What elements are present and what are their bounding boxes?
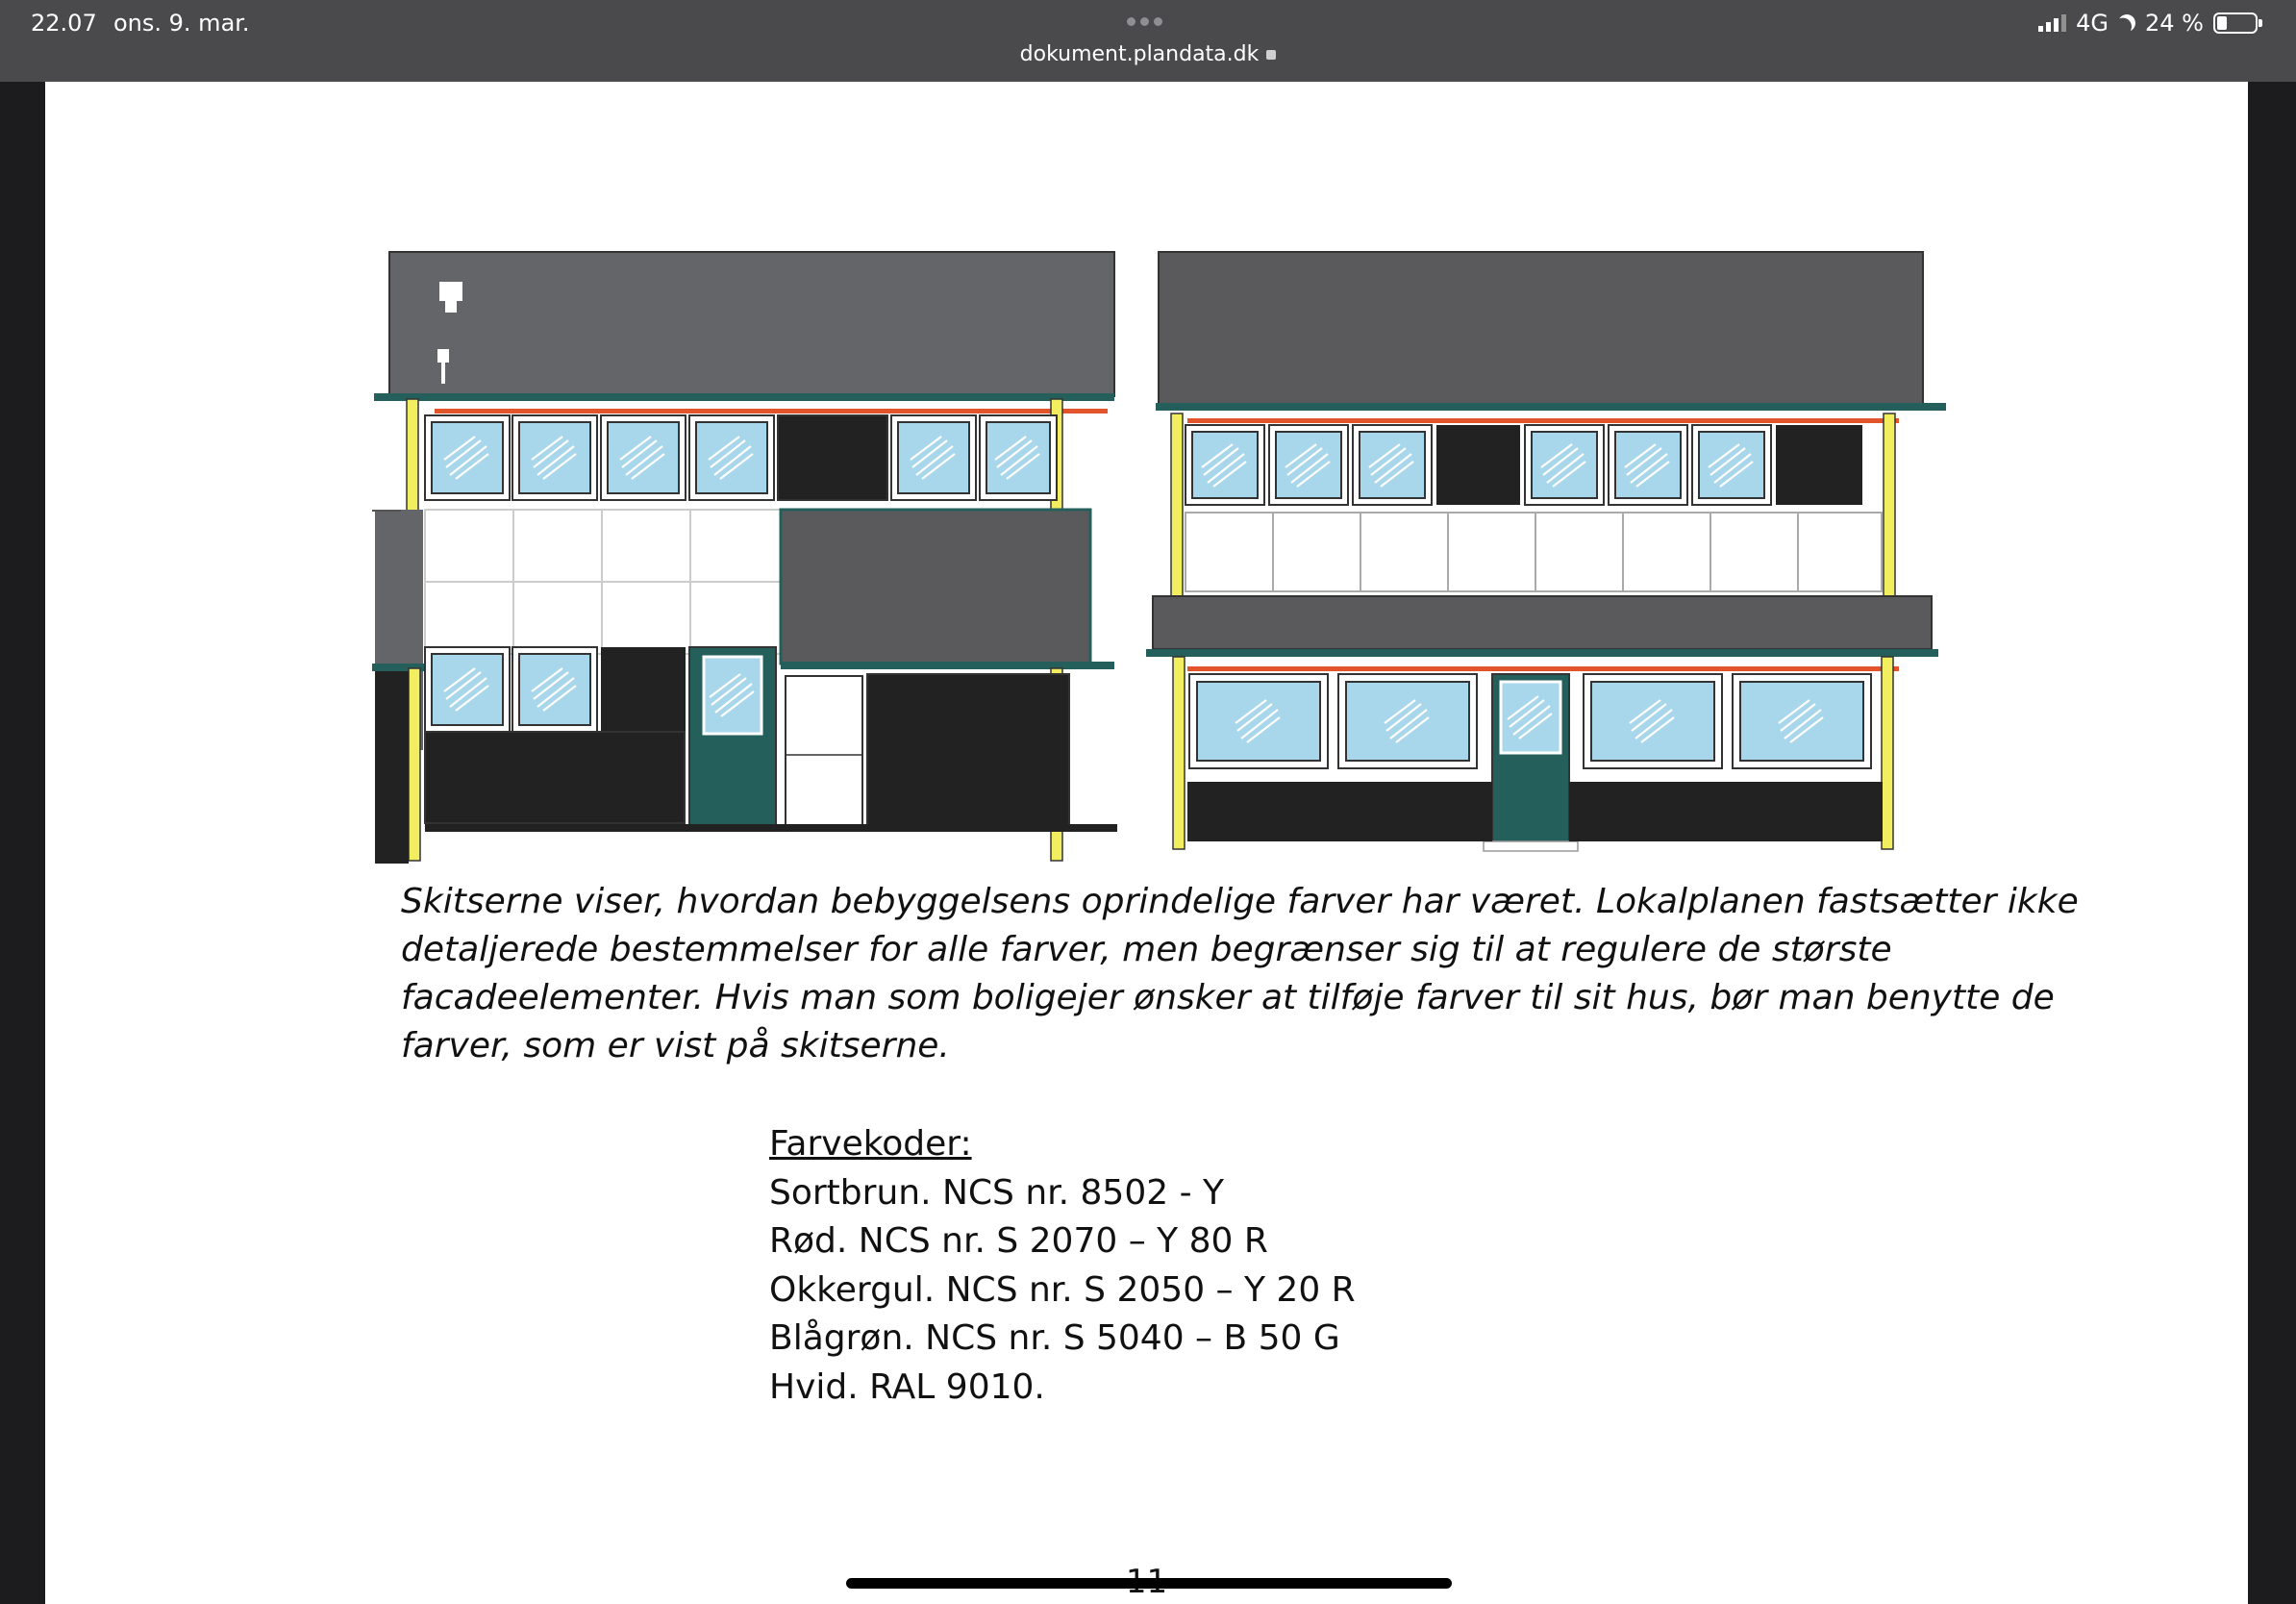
sketch-caption: Skitserne viser, hvordan bebyggelsens oprindelige farver har været. Lokalplanen fastsætter ikke detaljerede bestemmelser for alle farver, men begrænser sig til at regulere de største facadeelementer. Hvis man som boligejer ønsker at tilføje farver til sit hus, bør man benytte de farver, som er vist på skitserne. [401,882,2079,1065]
roof-edge [374,393,1114,401]
garage-upper-wall [781,510,1090,664]
color-code-item: Blågrøn. NCS nr. S 5040 – B 50 G [769,1318,1340,1358]
color-codes-heading: Farvekoder: [769,1124,972,1164]
moon-icon [2115,12,2137,34]
status-time: 22.07 [31,10,97,37]
garage-door [867,674,1069,830]
battery-percent: 24 % [2145,10,2204,37]
color-code-item: Hvid. RAL 9010. [769,1366,1045,1407]
multitasking-dots-icon[interactable] [1127,17,1162,26]
signal-icon [2038,14,2066,32]
network-label: 4G [2076,10,2109,37]
roof [389,252,1114,396]
white-panel-grid [425,510,781,654]
right-upper-windows [1185,425,1862,505]
color-code-item: Rød. NCS nr. S 2070 – Y 80 R [769,1221,1268,1261]
battery-icon [2213,13,2258,34]
lock-icon [1266,50,1276,60]
status-bar [0,0,2296,82]
status-right [2038,10,2258,37]
lower-window-row [425,647,686,732]
url-text: dokument.plandata.dk [1019,42,1260,66]
left-facade-sketch [372,252,1117,864]
chimney [439,282,462,301]
right-facade-sketch [1146,252,1946,851]
document-page [45,82,2248,1604]
color-code-item: Sortbrun. NCS nr. 8502 - Y [769,1172,1225,1213]
red-fascia [435,409,1108,414]
color-code-item: Okkergul. NCS nr. S 2050 – Y 20 R [769,1269,1356,1310]
facade-sketches [45,82,2248,890]
color-codes [769,1120,1356,1412]
status-date: ons. 9. mar. [113,10,250,37]
upper-window-row [425,415,1057,500]
middle-band [1153,596,1932,649]
url-bar[interactable] [0,42,2296,66]
home-indicator[interactable] [846,1578,1452,1589]
